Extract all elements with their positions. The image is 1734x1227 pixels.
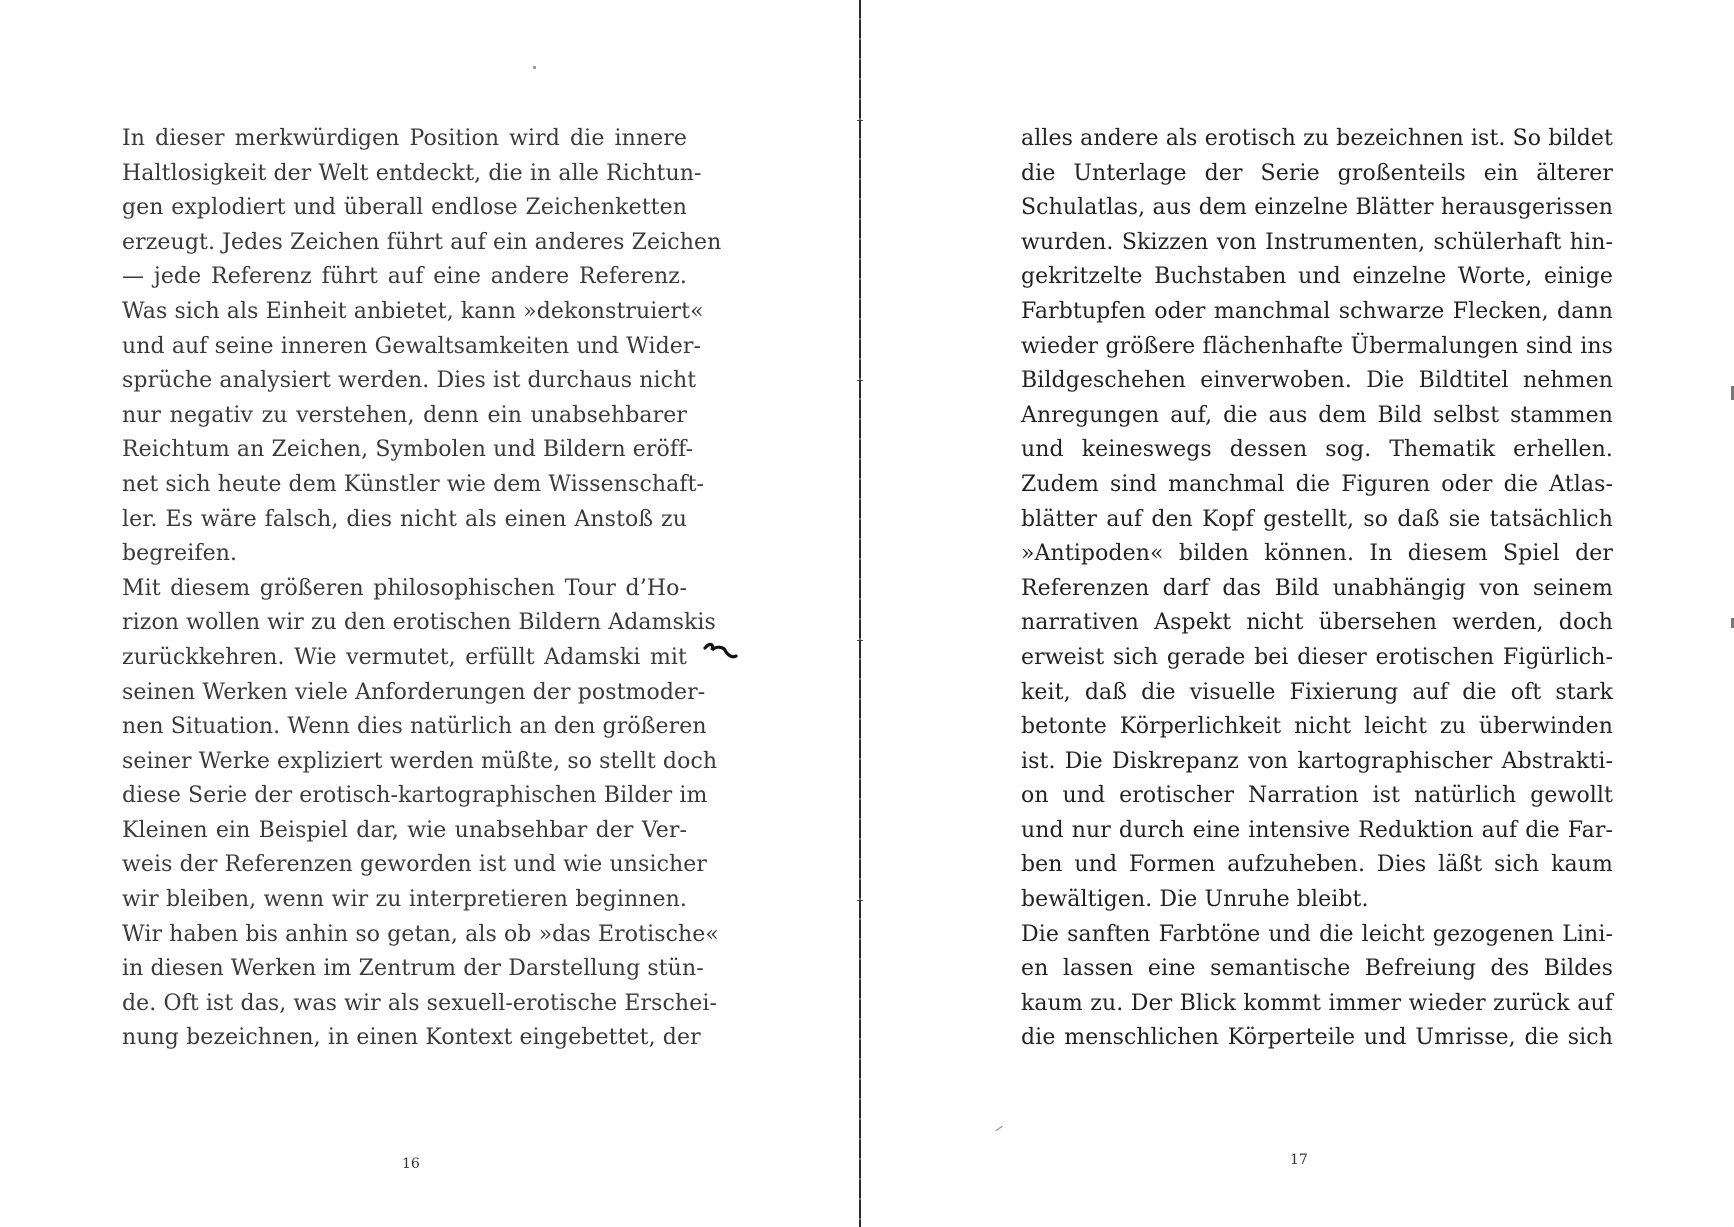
- text-line: alles andere als erotisch zu bezeichnen ist. So bildet: [1021, 126, 1613, 151]
- book-gutter: [859, 0, 861, 1227]
- text-line: ben und Formen aufzuheben. Dies läßt sich kaum: [1021, 852, 1613, 878]
- text-line: die Unterlage der Serie großenteils ein älterer: [1021, 160, 1613, 186]
- text-line: wurden. Skizzen von Instrumenten, schülerhaft hin-: [1021, 229, 1613, 255]
- text-line: In dieser merkwürdigen Position wird die innere: [122, 126, 687, 151]
- text-line: nen Situation. Wenn dies natürlich an den größeren: [122, 714, 707, 740]
- text-line: net sich heute dem Künstler wie dem Wissenschaft-: [122, 471, 705, 497]
- pen-mark-icon: [702, 640, 738, 662]
- text-line: seiner Werke expliziert werden müßte, so stellt doch: [122, 748, 718, 774]
- text-line: sprüche analysiert werden. Dies ist durchaus nicht: [122, 368, 697, 394]
- page-number: 17: [1290, 1152, 1308, 1168]
- text-line: in diesen Werken im Zentrum der Darstellung stün-: [122, 956, 704, 982]
- text-line: betonte Körperlichkeit nicht leicht zu überwinden: [1021, 714, 1613, 740]
- text-line: Reichtum an Zeichen, Symbolen und Bildern eröff-: [122, 437, 694, 463]
- text-line: keit, daß die visuelle Fixierung auf die oft stark: [1021, 679, 1613, 705]
- text-line: »Antipoden« bilden können. In diesem Spiel der: [1021, 541, 1613, 567]
- paper-speck: [995, 1126, 1002, 1131]
- text-line: diese Serie der erotisch-kartographischen Bilder im: [122, 783, 708, 809]
- text-line: — jede Referenz führt auf eine andere Referenz.: [122, 264, 687, 290]
- text-line: nur negativ zu verstehen, denn ein unabsehbarer: [122, 402, 687, 428]
- text-line: Mit diesem größeren philosophischen Tour d’Ho-: [122, 575, 687, 601]
- text-line: und auf seine inneren Gewaltsamkeiten und Wider-: [122, 333, 702, 359]
- text-line: Zudem sind manchmal die Figuren oder die Atlas-: [1021, 471, 1613, 497]
- gutter-tick: [857, 640, 863, 641]
- text-line: rizon wollen wir zu den erotischen Bildern Adamskis: [122, 610, 716, 636]
- text-line: Haltlosigkeit der Welt entdeckt, die in alle Richtun-: [122, 160, 702, 186]
- text-line: erzeugt. Jedes Zeichen führt auf ein anderes Zeichen: [122, 229, 722, 255]
- text-line: seinen Werken viele Anforderungen der postmoder-: [122, 679, 706, 705]
- text-line: kaum zu. Der Blick kommt immer wieder zurück auf: [1021, 990, 1613, 1016]
- text-line: zurückkehren. Wie vermutet, erfüllt Adamski mit: [122, 644, 687, 670]
- text-line: begreifen.: [122, 541, 238, 567]
- left-page-text: [122, 122, 722, 1056]
- text-line: erweist sich gerade bei dieser erotischen Figürlich-: [1021, 644, 1613, 670]
- text-line: on und erotischer Narration ist natürlich gewollt: [1021, 783, 1613, 809]
- text-line: wir bleiben, wenn wir zu interpretieren beginnen.: [122, 887, 687, 913]
- text-line: weis der Referenzen geworden ist und wie unsicher: [122, 852, 708, 878]
- text-line: gen explodiert und überall endlose Zeichenketten: [122, 195, 687, 221]
- gutter-tick: [857, 380, 863, 381]
- text-line: Bildgeschehen einverwoben. Die Bildtitel nehmen: [1021, 368, 1613, 394]
- text-line: und nur durch eine intensive Reduktion auf die Far-: [1021, 817, 1613, 843]
- text-line: Was sich als Einheit anbietet, kann »dekonstruiert«: [122, 298, 704, 324]
- text-line: Kleinen ein Beispiel dar, wie unabsehbar der Ver-: [122, 817, 687, 843]
- text-line: und keineswegs dessen sog. Thematik erhellen.: [1021, 437, 1613, 463]
- text-line: bewältigen. Die Unruhe bleibt.: [1021, 887, 1369, 913]
- text-line: Wir haben bis anhin so getan, als ob »das Erotische«: [122, 921, 719, 947]
- text-line: ist. Die Diskrepanz von kartographischer Abstrakti-: [1021, 748, 1613, 774]
- text-line: Farbtupfen oder manchmal schwarze Flecken, dann: [1021, 298, 1613, 324]
- text-line: ler. Es wäre falsch, dies nicht als einen Anstoß zu: [122, 506, 687, 532]
- text-line: Die sanften Farbtöne und die leicht gezogenen Lini-: [1021, 921, 1613, 947]
- text-line: wieder größere flächenhafte Übermalungen sind ins: [1021, 333, 1613, 359]
- gutter-tick: [857, 900, 863, 901]
- text-line: Schulatlas, aus dem einzelne Blätter herausgerissen: [1021, 195, 1613, 221]
- text-line: gekritzelte Buchstaben und einzelne Worte, einige: [1021, 264, 1613, 290]
- paper-speck: [533, 66, 536, 69]
- text-line: Anregungen auf, die aus dem Bild selbst stammen: [1021, 402, 1613, 428]
- page-number: 16: [402, 1156, 420, 1172]
- text-line: de. Oft ist das, was wir als sexuell-erotische Erschei-: [122, 990, 717, 1016]
- text-line: en lassen eine semantische Befreiung des Bildes: [1021, 956, 1613, 982]
- gutter-tick: [857, 120, 863, 121]
- right-page: [867, 0, 1734, 1227]
- text-line: Referenzen darf das Bild unabhängig von seinem: [1021, 575, 1613, 601]
- text-line: narrativen Aspekt nicht übersehen werden, doch: [1021, 610, 1613, 636]
- text-line: nung bezeichnen, in einen Kontext eingebettet, der: [122, 1025, 701, 1051]
- right-page-text: [1021, 122, 1613, 1056]
- text-line: blätter auf den Kopf gestellt, so daß sie tatsächlich: [1021, 506, 1613, 532]
- text-line: die menschlichen Körperteile und Umrisse, die sich: [1021, 1025, 1613, 1051]
